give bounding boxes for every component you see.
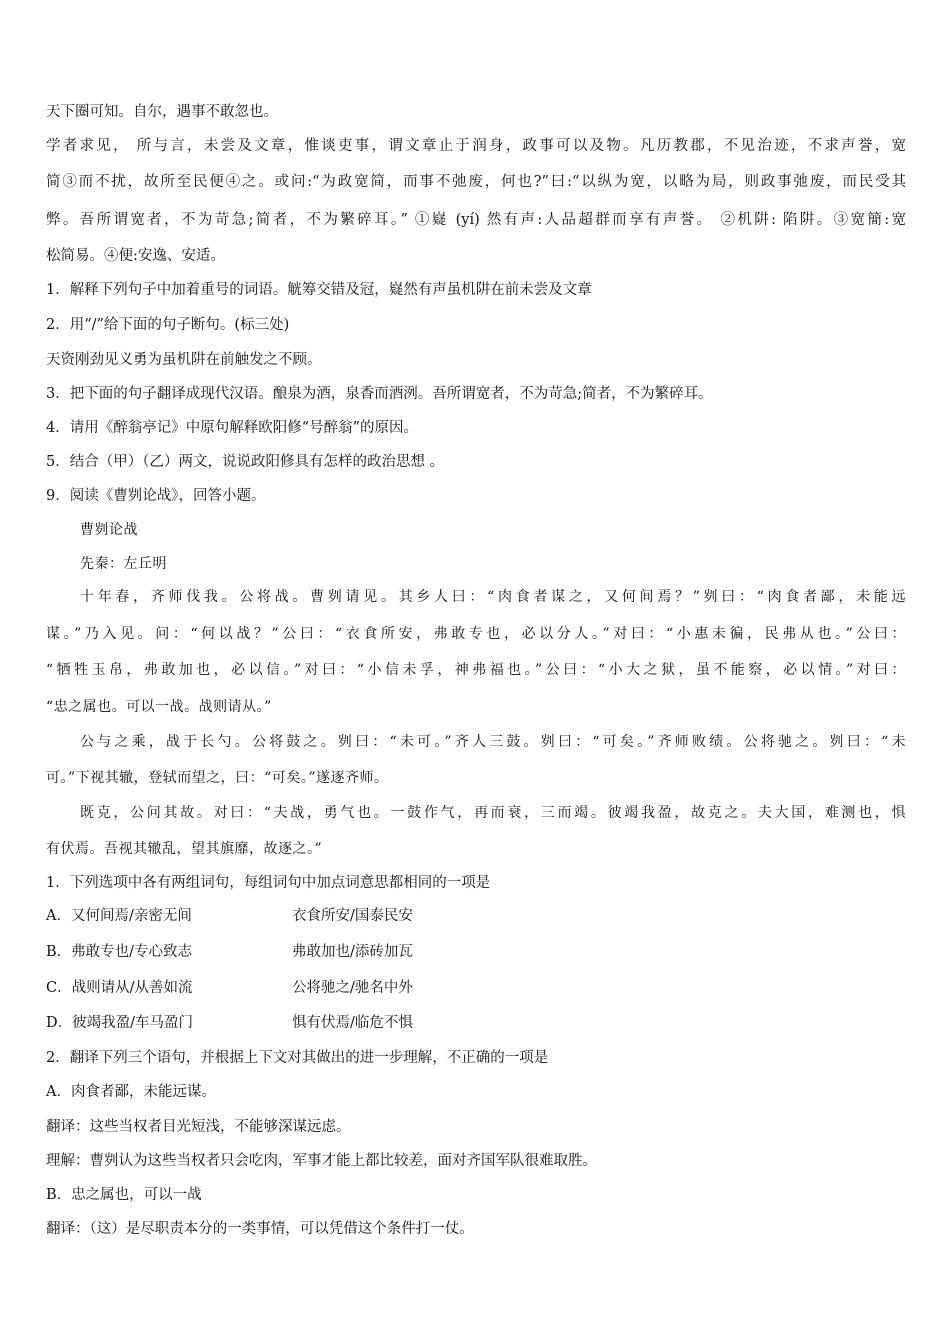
option-b-translation: 翻译：（这）是尽职责本分的一类事情，可以凭借这个条件打一仗。 [46,1221,474,1237]
passage-line: 天下圈可知。自尔，遇事不敢忽也。 [46,104,278,120]
question-1: 1．解释下列句子中加着重号的词语。觥筹交错及冠，嶷然有声虽机阱在前未尝及文章 [46,282,592,298]
section-heading: 9．阅读《曹刿论战》，回答小题。 [46,488,266,504]
option-d-left: D．彼竭我盈/车马盈门 [46,1015,194,1031]
passage-line: 十年春，齐师伐我。公将战。曹刿请见。其乡人曰：“肉食者谋之，又何间焉？”刿曰：“肉食者鄙，未能远 [80,589,906,605]
passage-line: 弊。吾所谓宽者，不为苛急;简者，不为繁碎耳。” ①嶷 (yí) 然有声:人品超群而享有声誉。 ②机阱: 陷阱。③宽簡:宽 [46,212,906,228]
option-c-right: 公将驰之/驰名中外 [292,980,413,996]
question-2-text: 天资刚劲见义勇为虽机阱在前触发之不顾。 [46,352,322,368]
option-c-left: C．战则请从/从善如流 [46,980,193,996]
option-b-left: B．弗敢专也/专心致志 [46,944,193,960]
passage-line: 公与之乘，战于长勺。公将鼓之。刿曰：“未可。”齐人三鼓。刿曰：“可矣。”齐师败绩。公将驰之。刿曰：“未 [80,734,906,750]
passage-line: “牺牲玉帛，弗敢加也，必以信。”对曰：“小信未孚，神弗福也。”公曰：“小大之狱，虽不能察，必以情。”对曰： [46,662,906,678]
passage-line: 既克，公问其故。对曰：“夫战，勇气也。一鼓作气，再而衰，三而竭。彼竭我盈，故克之。夫大国，难测也，惧 [80,805,906,821]
question-5: 5．结合（甲）（乙）两文，说说政阳修具有怎样的政治思想 。 [46,454,445,470]
passage-line: 松简易。④便:安逸、安适。 [46,248,225,264]
option-a-left: A．又何间焉/亲密无间 [46,908,192,924]
passage-line: 可。”下视其辙，登轼而望之，曰：“可矣。”遂逐齐师。 [46,770,389,786]
passage-author: 先秦：左丘明 [80,556,167,572]
option-a-translation: 翻译：这些当权者目光短浅，不能够深谋远虑。 [46,1119,351,1135]
option-a-sentence: A．肉食者鄙，未能远谋。 [46,1084,216,1100]
passage-line: “忠之属也。可以一战。战则请从。” [46,699,272,715]
passage-line: 简③而不扰，故所至民便④之。或问:“为政宽简，而事不弛废，何也?”曰:“以纵为宽，以略为局，则政事弛废，而民受其 [46,174,906,190]
passage-line: 学者求见， 所与言，未尝及文章，惟谈吏事，谓文章止于润身，政事可以及物。凡历教郡，不见治迹，不求声誉，宽 [46,138,906,154]
option-a-understanding: 理解：曹刿认为这些当权者只会吃肉，军事才能上都比较差，面对齐国军队很难取胜。 [46,1153,597,1169]
option-d-right: 惧有伏焉/临危不惧 [292,1015,413,1031]
question-2: 2．翻译下列三个语句，并根据上下文对其做出的进一步理解，不正确的一项是 [46,1050,549,1066]
passage-line: 有伏焉。吾视其辙乱，望其旗靡，故逐之。” [46,841,323,857]
option-a-right: 衣食所安/国泰民安 [292,908,413,924]
question-2: 2．用“/”给下面的句子断句。(标三处) [46,317,290,333]
question-3: 3．把下面的句子翻译成现代汉语。酿泉为酒，泉香而酒洌。吾所谓宽者，不为苛急;简者，不为繁碎耳。 [46,386,713,402]
option-b-sentence: B．忠之属也，可以一战 [46,1187,202,1203]
option-b-right: 弗敢加也/添砖加瓦 [292,944,413,960]
passage-title: 曹刿论战 [80,522,138,538]
question-1: 1．下列选项中各有两组词句，每组词句中加点词意思都相同的一项是 [46,875,491,891]
question-4: 4．请用《醉翁亭记》中原句解释欧阳修“号醉翁”的原因。 [46,420,419,436]
passage-line: 谋。”乃入见。问：“何以战？”公曰：“衣食所安，弗敢专也，必以分人。”对曰：“小惠未徧，民弗从也。”公曰： [46,626,906,642]
